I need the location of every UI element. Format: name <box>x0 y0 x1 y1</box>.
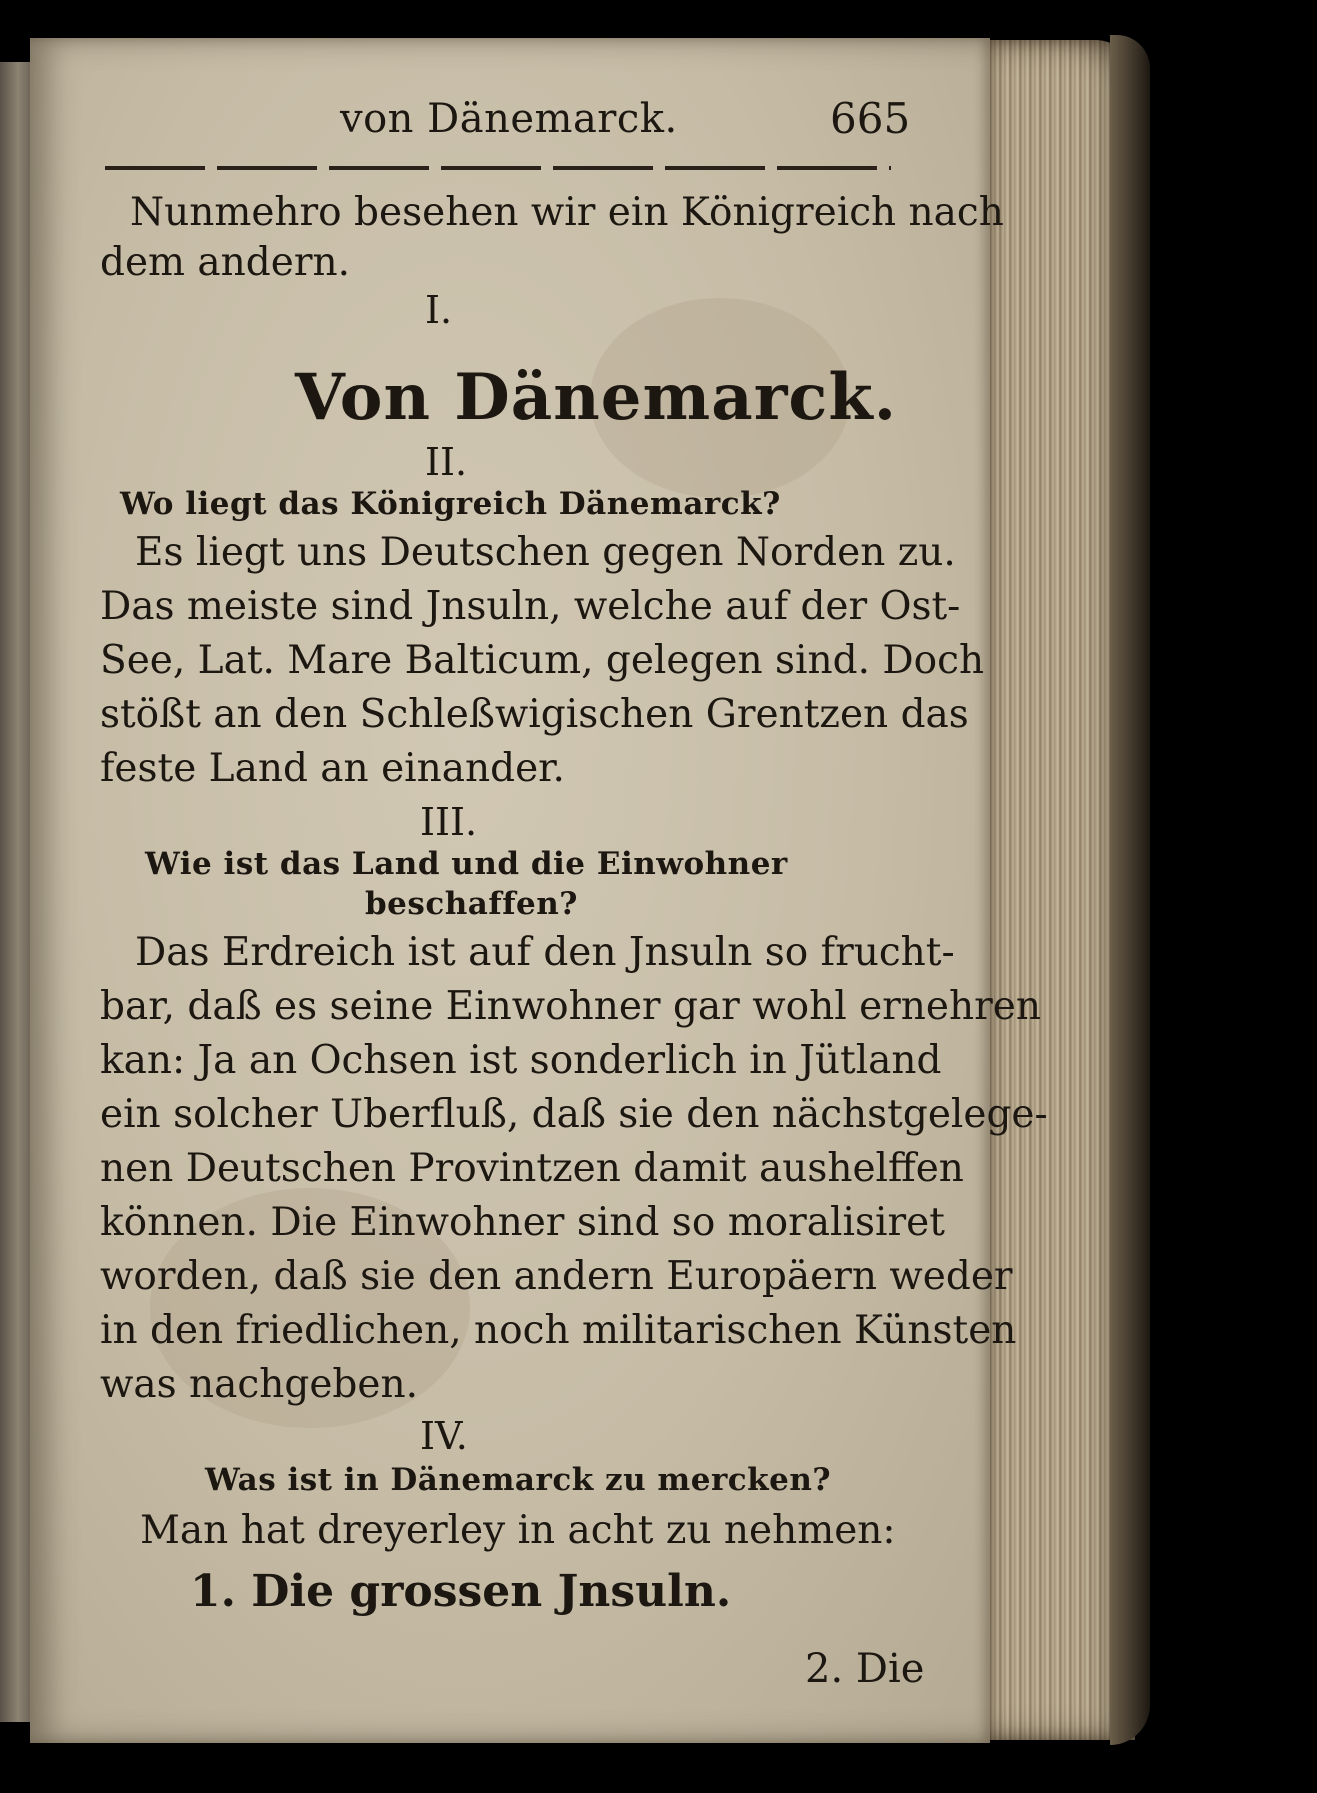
section-question: Wo liegt das Königreich Dänemarck? <box>120 486 781 522</box>
section-numeral: IV. <box>420 1414 468 1458</box>
intro-line: Nunmehro besehen wir ein Königreich nach <box>130 190 1004 235</box>
body-line: Man hat dreyerley in acht zu nehmen: <box>140 1508 896 1553</box>
body-line: Das Erdreich ist auf den Jnsuln so frucht- <box>135 930 955 975</box>
section-numeral: II. <box>425 440 468 484</box>
body-line: nen Deutschen Provintzen damit aushelffen <box>100 1146 964 1191</box>
body-line: feste Land an einander. <box>100 746 565 791</box>
body-line: Es liegt uns Deutschen gegen Norden zu. <box>135 530 956 575</box>
body-line: Das meiste sind Jnsuln, welche auf der Ost- <box>100 584 961 629</box>
header-rule <box>105 166 891 170</box>
book-page <box>30 38 1048 1743</box>
intro-line: dem andern. <box>100 240 350 285</box>
body-line: können. Die Einwohner sind so moralisiret <box>100 1200 945 1245</box>
section-numeral: I. <box>425 288 453 332</box>
page-text <box>30 38 1048 1743</box>
section-question: Was ist in Dänemarck zu mercken? <box>205 1462 832 1498</box>
body-line: stößt an den Schleßwigischen Grentzen das <box>100 692 969 737</box>
list-item: 1. Die grossen Jnsuln. <box>190 1566 732 1617</box>
chapter-heading: Von Dänemarck. <box>295 360 897 435</box>
facing-page-edge <box>0 62 30 1722</box>
catchword: 2. Die <box>805 1646 925 1692</box>
body-line: worden, daß sie den andern Europäern weder <box>100 1254 1013 1299</box>
body-line: bar, daß es seine Einwohner gar wohl ernehren <box>100 984 1041 1029</box>
body-line: ein solcher Uberfluß, daß sie den nächstgelege- <box>100 1092 1048 1137</box>
section-question: beschaffen? <box>365 886 578 922</box>
body-line: was nachgeben. <box>100 1362 418 1407</box>
section-numeral: III. <box>420 800 478 844</box>
book-binding-edge <box>1110 35 1150 1745</box>
running-head: von Dänemarck. <box>340 96 678 142</box>
body-line: in den friedlichen, noch militarischen Künsten <box>100 1308 1017 1353</box>
page-number: 665 <box>830 94 911 143</box>
body-line: kan: Ja an Ochsen ist sonderlich in Jütland <box>100 1038 942 1083</box>
section-question: Wie ist das Land und die Einwohner <box>145 846 788 882</box>
body-line: See, Lat. Mare Balticum, gelegen sind. Doch <box>100 638 985 683</box>
